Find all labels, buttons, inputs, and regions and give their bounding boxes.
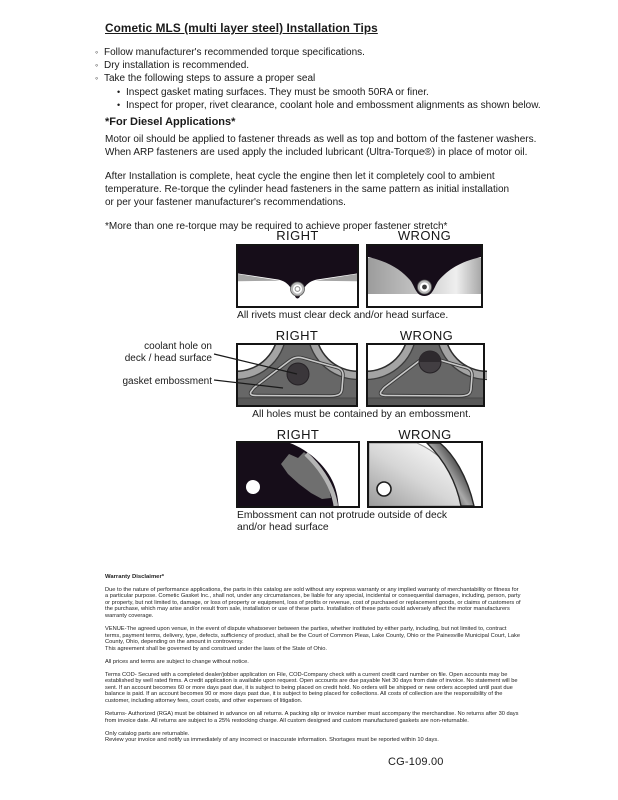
- list-item: [95, 59, 565, 72]
- warranty-disclaimer-heading: Warranty Disclaimer*: [105, 574, 165, 580]
- tip-text: Dry installation is recommended.: [104, 60, 250, 72]
- list-item: [95, 86, 565, 99]
- caption-line: Embossment can not protrude outside of deck: [237, 510, 448, 521]
- coolant-hole-callout: [98, 341, 212, 365]
- legal-paragraph: This agreement shall be governed by and construed under the laws of the State of Ohio.: [105, 645, 327, 652]
- text-line: When ARP fasteners are used apply the included lubricant (Ultra-Torque®) in place of motor oil.: [105, 147, 528, 158]
- text-line: or per your fastener manufacturer's recommendations.: [105, 197, 346, 208]
- callout-leader-lines: [210, 346, 302, 394]
- embossment-protrusion-right-diagram: [236, 441, 360, 508]
- fig1-wrong-label: WRONG: [397, 228, 452, 243]
- fig1-caption: All rivets must clear deck and/or head surface.: [237, 310, 449, 321]
- caption-line: and/or head surface: [237, 522, 329, 533]
- fig2-caption: All holes must be contained by an embossment.: [252, 409, 471, 420]
- fig1-right-label: RIGHT: [276, 228, 319, 243]
- rivet-clearance-right-diagram: [236, 244, 359, 308]
- callout-line: deck / head surface: [124, 353, 212, 364]
- filled-bullet-icon: •: [117, 99, 121, 110]
- text-line: Motor oil should be applied to fastener threads as well as top and bottom of the fastener washers.: [105, 134, 537, 145]
- retorque-note: *More than one re-torque may be required to achieve proper fastener stretch*: [105, 221, 448, 232]
- diesel-paragraph-1: [105, 133, 536, 159]
- fig2-wrong-label: WRONG: [399, 328, 454, 343]
- list-item: [95, 99, 565, 112]
- legal-paragraph: VENUE-The agreed upon venue, in the event of dispute whatsoever between the parties, whether instituted by either party, including, but not limited to, contract terms, payment terms, delivery, type, defects, sufficiency of product, shall be the Court of Common Pleas, Lake County, Ohio or the Painesville Municipal Court, Lake County, Ohio, depending on the amount in controversy.: [105, 625, 521, 646]
- rivet-clearance-wrong-diagram: [366, 244, 483, 308]
- fig2-right-label: RIGHT: [275, 328, 319, 343]
- list-item: [95, 72, 565, 85]
- text-line: After Installation is complete, heat cycle the engine then let it completely cool to ambient: [105, 171, 495, 182]
- fig3-right-label: RIGHT: [276, 427, 320, 442]
- tip-text: Take the following steps to assure a proper seal: [104, 73, 316, 85]
- text-line: temperature. Re-torque the cylinder head fasteners in the same pattern as initial installation: [105, 184, 510, 195]
- open-bullet-icon: ◦: [95, 60, 99, 71]
- tip-text: Follow manufacturer's recommended torque specifications.: [104, 47, 365, 58]
- legal-paragraph: Terms COD- Secured with a completed dealer/jobber application on File, COD-Company check with a current credit card number on file. Open accounts may be established by well rated firms. A credit application is available upon request. Open accounts are due payable Net 30 days from date of invoice. No statement will be sent. If an account becomes 60 or more days past due, it is subject to being placed on credit hold. No orders will be shipped or new orders accepted until past due balance is paid. If an account becomes 90 or more days past due, it is subject to being placed for collections. All costs of collection are the responsibility of the customer, including attorney fees, court costs, and other expenses of litigation.: [105, 671, 518, 705]
- page-title: Cometic MLS (multi layer steel) Installation Tips: [105, 21, 378, 35]
- legal-paragraph: Only catalog parts are returnable.: [105, 730, 190, 737]
- filled-bullet-icon: •: [117, 86, 121, 97]
- installation-tips-list: [95, 46, 565, 112]
- diesel-heading: *For Diesel Applications*: [105, 116, 236, 128]
- open-bullet-icon: ◦: [95, 47, 99, 57]
- fig3-wrong-label: WRONG: [398, 427, 452, 442]
- embossment-containment-wrong-diagram: [366, 343, 487, 407]
- tip-text: Inspect gasket mating surfaces. They must be smooth 50RA or finer.: [126, 86, 429, 98]
- legal-paragraph: Returns- Authorized (RGA) must be obtained in advance on all returns. A packing slip or invoice number must accompany the merchandise. No returns after 30 days from invoice date. All returns are subject to a 25% restocking charge. All custom designed and custom manufactured gaskets are non-returnable.: [105, 711, 519, 724]
- callout-line: coolant hole on: [144, 341, 212, 352]
- legal-paragraph: All prices and terms are subject to change without notice.: [105, 658, 249, 665]
- page-code: CG-109.00: [388, 756, 444, 768]
- legal-paragraph: Review your invoice and notify us immediately of any incorrect or inaccurate information. Shortages must be reported within 10 days.: [105, 737, 439, 744]
- legal-smallprint: [105, 574, 521, 750]
- open-bullet-icon: ◦: [95, 73, 99, 84]
- tip-text: Inspect for proper, rivet clearance, coolant hole and embossment alignments as shown below.: [126, 99, 541, 111]
- list-item: [95, 46, 565, 59]
- gasket-embossment-callout: gasket embossment: [122, 376, 212, 387]
- legal-paragraph: Due to the nature of performance applications, the parts in this catalog are sold without any express warranty or any implied warranty of merchantability or fitness for a particular purpose. Cometic Gasket Inc., shall not, under any circumstances, be liable for any special, incidental or consequential damages, including, person, party or property, but not limited to, damage, or loss of property or equipment, loss of profits or revenue, cost of purchased or replacement goods, or claims of customers of the purchase, which may arise and/or result from sale, installation or use of these parts. Installation of these parts could adversely affect the motor manufacturers warranty coverage.: [105, 586, 521, 619]
- fig3-caption: [237, 510, 447, 534]
- diesel-paragraph-2: [105, 170, 509, 209]
- embossment-protrusion-wrong-diagram: [367, 441, 483, 508]
